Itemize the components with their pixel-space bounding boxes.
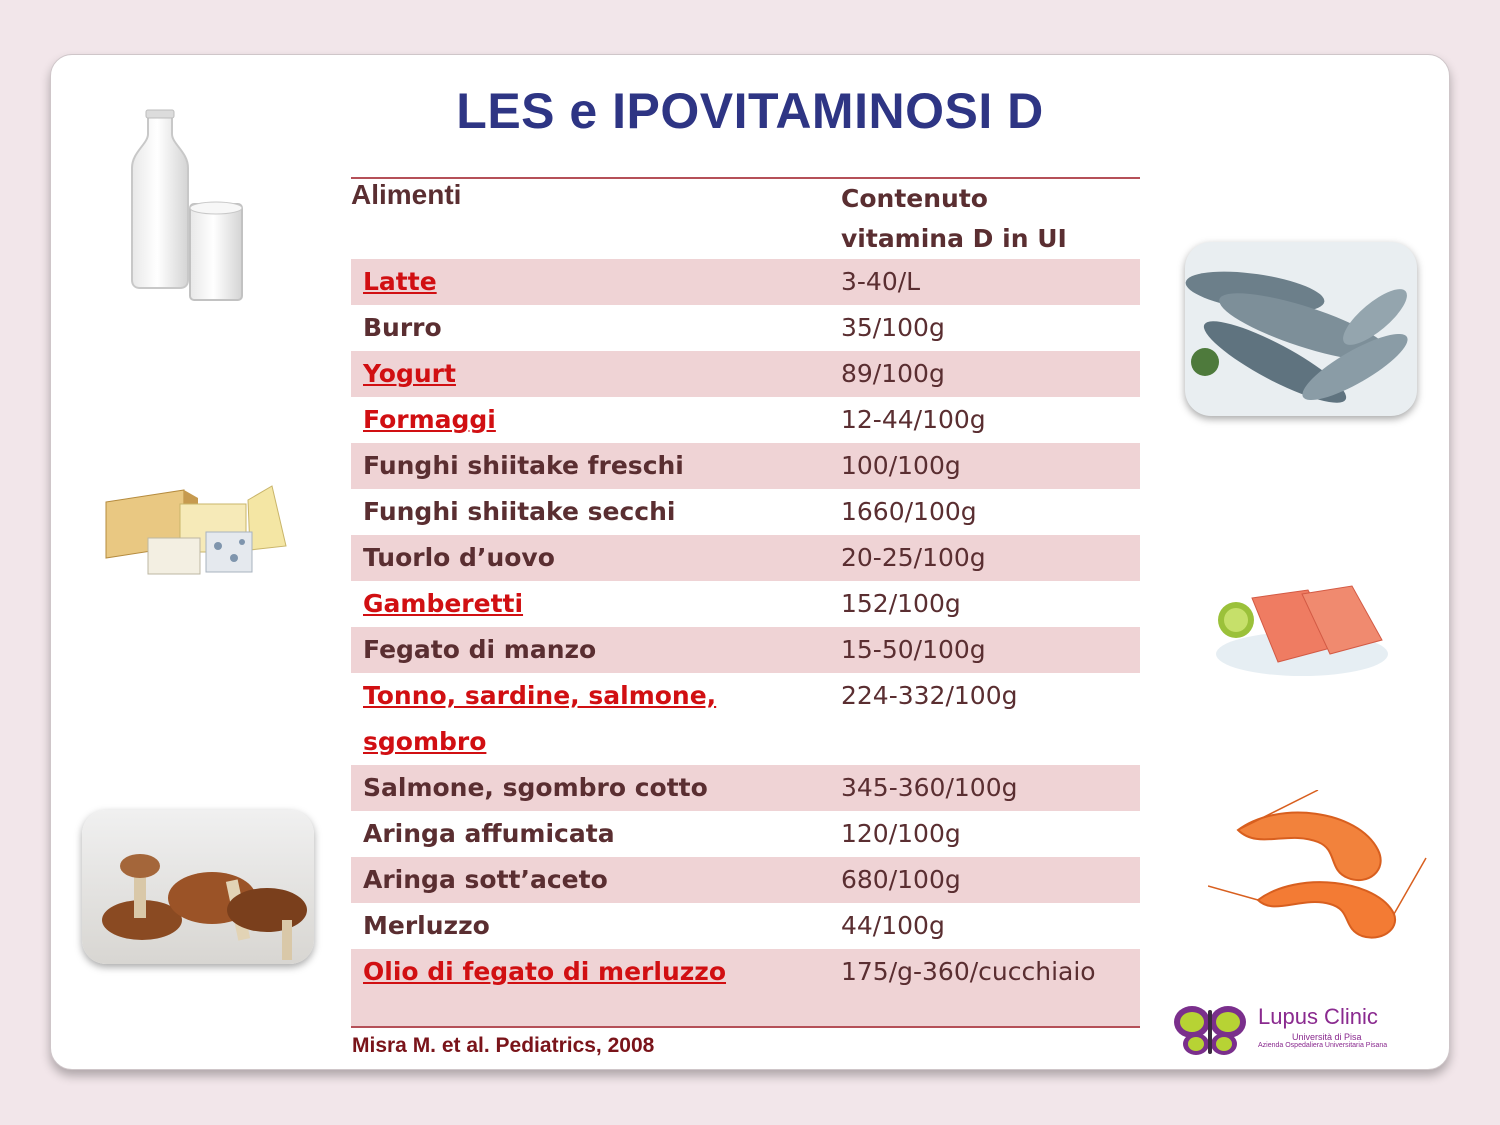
value-cell: 100/100g [841, 451, 961, 480]
food-link-yogurt[interactable]: Yogurt [363, 359, 456, 388]
table-row [351, 443, 1140, 489]
value-cell: 120/100g [841, 819, 961, 848]
value-cell: 224-332/100g [841, 681, 1018, 710]
table-row [351, 673, 1140, 765]
logo-name: Lupus Clinic [1258, 1004, 1378, 1029]
food-cell: Funghi shiitake freschi [363, 451, 684, 480]
food-link-olio[interactable]: Olio di fegato di merluzzo [363, 957, 727, 986]
table-row [351, 535, 1140, 581]
table-row [351, 857, 1140, 903]
value-cell: 12-44/100g [841, 405, 986, 434]
vitamin-d-table [351, 177, 1140, 1028]
value-cell: 35/100g [841, 313, 945, 342]
fish-image [1185, 242, 1417, 416]
logo-subtitle-1: Università di Pisa [1292, 1032, 1362, 1042]
table-row [351, 765, 1140, 811]
table-header-row [351, 178, 1140, 259]
table-row [351, 397, 1140, 443]
food-cell: Fegato di manzo [363, 635, 597, 664]
food-cell: Aringa affumicata [363, 819, 615, 848]
value-cell: 44/100g [841, 911, 945, 940]
food-cell: Burro [363, 313, 442, 342]
value-cell: 345-360/100g [841, 773, 1018, 802]
value-cell: 152/100g [841, 589, 961, 618]
table-row [351, 351, 1140, 397]
value-cell: 20-25/100g [841, 543, 986, 572]
food-link-tonno[interactable]: Tonno, sardine, salmone, [363, 681, 717, 710]
food-link-sgombro[interactable]: sgombro [363, 727, 487, 756]
food-cell: Funghi shiitake secchi [363, 497, 676, 526]
table-row [351, 259, 1140, 305]
header-value-line1: Contenuto [841, 184, 988, 213]
logo-subtitle-2: Azienda Ospedaliera Universitaria Pisana [1258, 1042, 1388, 1049]
milk-image [128, 108, 248, 304]
header-food: Alimenti [351, 179, 462, 210]
food-link-formaggi[interactable]: Formaggi [363, 405, 496, 434]
source-citation: Misra M. et al. Pediatrics, 2008 [352, 1034, 655, 1057]
salmon-image [1212, 570, 1388, 680]
value-cell: 3-40/L [841, 267, 921, 296]
cheese-image [100, 480, 290, 580]
value-cell: 1660/100g [841, 497, 977, 526]
mushrooms-image [82, 810, 314, 964]
table-row [351, 305, 1140, 351]
table-row [351, 627, 1140, 673]
shrimp-image [1208, 790, 1428, 946]
food-cell: Merluzzo [363, 911, 490, 940]
header-value [841, 178, 1140, 259]
value-cell: 175/g-360/cucchiaio [841, 957, 1096, 986]
table-row [351, 949, 1140, 1027]
food-link-gamberetti[interactable]: Gamberetti [363, 589, 524, 618]
food-link-latte[interactable]: Latte [363, 267, 437, 296]
butterfly-icon [1170, 1002, 1250, 1058]
table-row [351, 581, 1140, 627]
value-cell: 680/100g [841, 865, 961, 894]
value-cell: 15-50/100g [841, 635, 986, 664]
table-row [351, 903, 1140, 949]
table-row [351, 489, 1140, 535]
lupus-clinic-logo [1170, 1002, 1420, 1058]
food-cell: Salmone, sgombro cotto [363, 773, 708, 802]
page-title: LES e IPOVITAMINOSI D [456, 83, 1044, 139]
header-value-line2: vitamina D in UI [841, 224, 1067, 253]
table-row [351, 811, 1140, 857]
food-cell: Tuorlo d’uovo [363, 543, 555, 572]
food-cell: Aringa sott’aceto [363, 865, 608, 894]
value-cell: 89/100g [841, 359, 945, 388]
